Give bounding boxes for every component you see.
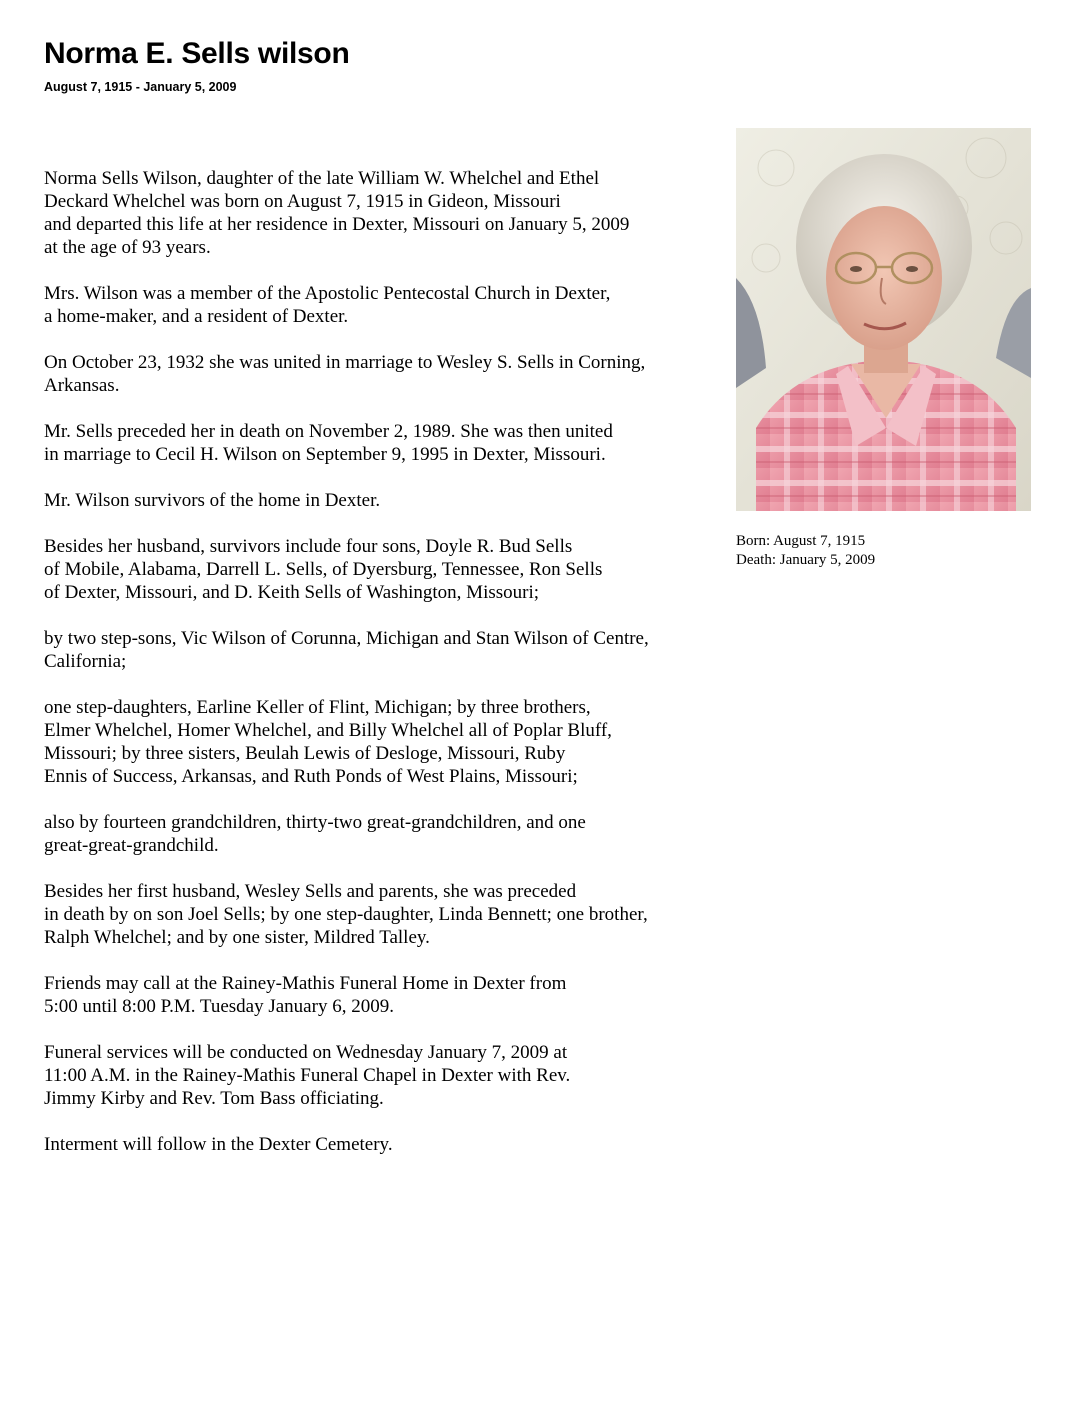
paragraph-line: Ennis of Success, Arkansas, and Ruth Ponds of West Plains, Missouri; xyxy=(44,766,578,787)
obituary-paragraph xyxy=(44,351,734,397)
life-dates: August 7, 1915 - January 5, 2009 xyxy=(44,80,237,94)
portrait-photo xyxy=(736,128,1031,511)
paragraph-line: Mr. Wilson survivors of the home in Dexter. xyxy=(44,490,381,511)
paragraph-line: great-great-grandchild. xyxy=(44,835,219,856)
obituary-paragraph xyxy=(44,282,734,328)
paragraph-line: 5:00 until 8:00 P.M. Tuesday January 6, 2009. xyxy=(44,996,394,1017)
paragraph-line: in death by on son Joel Sells; by one step-daughter, Linda Bennett; one brother, xyxy=(44,904,648,925)
obituary-paragraph xyxy=(44,880,734,949)
paragraph-line: and departed this life at her residence in Dexter, Missouri on January 5, 2009 xyxy=(44,214,630,235)
paragraph-line: at the age of 93 years. xyxy=(44,237,211,258)
paragraph-line: Mr. Sells preceded her in death on November 2, 1989. She was then united xyxy=(44,421,613,442)
paragraph-line: of Mobile, Alabama, Darrell L. Sells, of Dyersburg, Tennessee, Ron Sells xyxy=(44,559,603,580)
obituary-paragraph xyxy=(44,696,734,788)
paragraph-line: Arkansas. xyxy=(44,375,120,396)
paragraph-line: 11:00 A.M. in the Rainey-Mathis Funeral Chapel in Dexter with Rev. xyxy=(44,1065,571,1086)
paragraph-line: On October 23, 1932 she was united in marriage to Wesley S. Sells in Corning, xyxy=(44,352,646,373)
paragraph-line: Interment will follow in the Dexter Cemetery. xyxy=(44,1134,393,1155)
paragraph-line: Deckard Whelchel was born on August 7, 1915 in Gideon, Missouri xyxy=(44,191,561,212)
paragraph-line: also by fourteen grandchildren, thirty-two great-grandchildren, and one xyxy=(44,812,586,833)
obituary-paragraph xyxy=(44,627,734,673)
paragraph-line: Besides her husband, survivors include four sons, Doyle R. Bud Sells xyxy=(44,536,573,557)
paragraph-line: Jimmy Kirby and Rev. Tom Bass officiating. xyxy=(44,1088,384,1109)
obituary-paragraph xyxy=(44,489,734,512)
photo-caption xyxy=(736,532,875,570)
obituary-paragraph xyxy=(44,535,734,604)
obituary-paragraph xyxy=(44,1133,734,1156)
obituary-paragraph xyxy=(44,167,734,259)
obituary-paragraph xyxy=(44,420,734,466)
death-date: Death: January 5, 2009 xyxy=(736,552,876,568)
paragraph-line: Mrs. Wilson was a member of the Apostolic Pentecostal Church in Dexter, xyxy=(44,283,611,304)
paragraph-line: Missouri; by three sisters, Beulah Lewis of Desloge, Missouri, Ruby xyxy=(44,743,566,764)
paragraph-line: by two step-sons, Vic Wilson of Corunna, Michigan and Stan Wilson of Centre, xyxy=(44,628,649,649)
paragraph-line: California; xyxy=(44,651,127,672)
paragraph-line: of Dexter, Missouri, and D. Keith Sells of Washington, Missouri; xyxy=(44,582,540,603)
obituary-paragraph xyxy=(44,811,734,857)
paragraph-line: Funeral services will be conducted on Wednesday January 7, 2009 at xyxy=(44,1042,568,1063)
obituary-body xyxy=(44,167,734,1179)
paragraph-line: one step-daughters, Earline Keller of Flint, Michigan; by three brothers, xyxy=(44,697,591,718)
paragraph-line: Ralph Whelchel; and by one sister, Mildred Talley. xyxy=(44,927,430,948)
page-title: Norma E. Sells wilson xyxy=(44,37,350,70)
paragraph-line: Elmer Whelchel, Homer Whelchel, and Billy Whelchel all of Poplar Bluff, xyxy=(44,720,612,741)
paragraph-line: in marriage to Cecil H. Wilson on September 9, 1995 in Dexter, Missouri. xyxy=(44,444,606,465)
born-date: Born: August 7, 1915 xyxy=(736,533,866,549)
paragraph-line: Besides her first husband, Wesley Sells and parents, she was preceded xyxy=(44,881,577,902)
paragraph-line: Friends may call at the Rainey-Mathis Funeral Home in Dexter from xyxy=(44,973,567,994)
paragraph-line: Norma Sells Wilson, daughter of the late William W. Whelchel and Ethel xyxy=(44,168,600,189)
paragraph-line: a home-maker, and a resident of Dexter. xyxy=(44,306,349,327)
obituary-paragraph xyxy=(44,1041,734,1110)
obituary-paragraph xyxy=(44,972,734,1018)
